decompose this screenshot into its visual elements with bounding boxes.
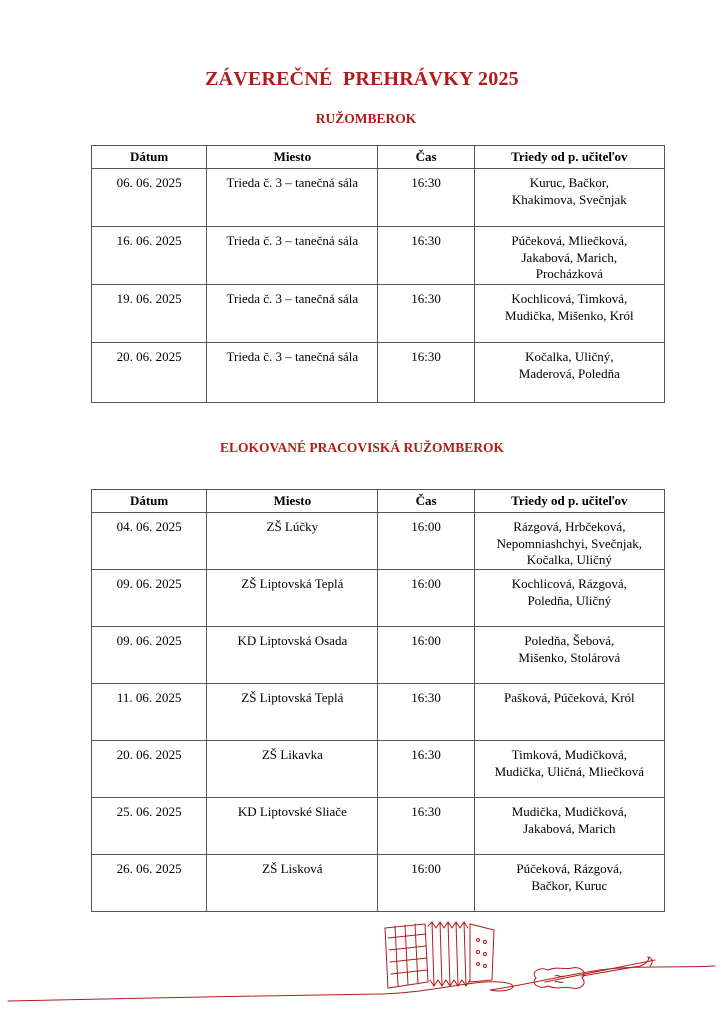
cell-date: 06. 06. 2025 (92, 169, 207, 227)
teacher-line: Púčeková, Rázgová, (516, 861, 623, 876)
page-title: ZÁVEREČNÉ PREHRÁVKY 2025 (205, 68, 519, 90)
cell-teachers (474, 227, 664, 285)
cell-teachers (474, 570, 664, 627)
table-row (92, 570, 665, 627)
cell-date: 09. 06. 2025 (92, 570, 207, 627)
cell-teachers (474, 684, 664, 741)
teacher-line: Kochlicová, Timková, (511, 291, 628, 306)
cell-time: 16:00 (378, 627, 474, 684)
cell-date: 26. 06. 2025 (92, 855, 207, 912)
cell-teachers (474, 798, 664, 855)
cell-time: 16:30 (378, 343, 474, 403)
cell-time: 16:30 (378, 798, 474, 855)
table-row (92, 285, 665, 343)
cell-date: 25. 06. 2025 (92, 798, 207, 855)
accordion-icon (385, 922, 494, 988)
music-decoration (0, 910, 724, 1024)
schedule-table-elokovane (91, 489, 665, 912)
cell-date: 19. 06. 2025 (92, 285, 207, 343)
teacher-line: Timková, Mudičková, (511, 747, 628, 762)
header-time: Čas (378, 490, 474, 513)
table-row (92, 627, 665, 684)
cell-place: ZŠ Likavka (207, 741, 378, 798)
cell-time: 16:00 (378, 513, 474, 570)
cell-teachers (474, 343, 664, 403)
header-teachers: Triedy od p. učiteľov (474, 146, 664, 169)
teacher-line: Jakabová, Marich (523, 820, 616, 836)
teacher-line: Poledňa, Šebová, (524, 633, 615, 648)
cell-teachers (474, 285, 664, 343)
section-title-elokovane: ELOKOVANÉ PRACOVISKÁ RUŽOMBEROK (219, 440, 505, 455)
cell-date: 04. 06. 2025 (92, 513, 207, 570)
teacher-line: Bačkor, Kuruc (531, 877, 608, 893)
header-date: Dátum (92, 146, 207, 169)
cell-teachers (474, 513, 664, 570)
teacher-line: Procházková (535, 266, 603, 281)
cell-place: Trieda č. 3 – tanečná sála (207, 285, 378, 343)
cell-place: Trieda č. 3 – tanečná sála (207, 227, 378, 285)
cell-date: 09. 06. 2025 (92, 627, 207, 684)
teacher-line: Kočalka, Uličný, (525, 349, 614, 364)
teacher-line: Kochlicová, Rázgová, (511, 576, 627, 591)
cell-date: 11. 06. 2025 (92, 684, 207, 741)
cell-date: 20. 06. 2025 (92, 741, 207, 798)
cell-time: 16:00 (378, 570, 474, 627)
teacher-line: Jakabová, Marich, (521, 249, 618, 265)
cell-time: 16:30 (378, 684, 474, 741)
teacher-line: Mudička, Mudičková, (511, 804, 627, 819)
header-place: Miesto (207, 490, 378, 513)
cell-place: Trieda č. 3 – tanečná sála (207, 343, 378, 403)
cell-teachers (474, 855, 664, 912)
cell-teachers (474, 627, 664, 684)
cell-time: 16:30 (378, 285, 474, 343)
cell-place: ZŠ Liptovská Teplá (207, 684, 378, 741)
header-time: Čas (378, 146, 474, 169)
cell-place: KD Liptovské Sliače (207, 798, 378, 855)
cell-time: 16:30 (378, 741, 474, 798)
teacher-line: Kočalka, Uličný (526, 552, 612, 567)
cell-time: 16:30 (378, 227, 474, 285)
teacher-line: Nepomniashchyi, Svečnjak, (496, 535, 643, 551)
teacher-line: Kuruc, Bačkor, (529, 175, 609, 190)
schedule-table-ruzomberok (91, 145, 665, 403)
table-row (92, 684, 665, 741)
table-header-row (92, 146, 665, 169)
table-row (92, 227, 665, 285)
table-row (92, 741, 665, 798)
cell-place: ZŠ Liptovská Teplá (207, 570, 378, 627)
teacher-line: Rázgová, Hrbčeková, (513, 519, 626, 534)
teacher-line: Mudička, Mišenko, Król (505, 307, 634, 323)
table-row (92, 513, 665, 570)
section-title-ruzomberok: RUŽOMBEROK (315, 111, 417, 126)
teacher-line: Púčeková, Mliečková, (511, 233, 628, 248)
cell-time: 16:30 (378, 169, 474, 227)
header-place: Miesto (207, 146, 378, 169)
cell-place: KD Liptovská Osada (207, 627, 378, 684)
header-teachers: Triedy od p. učiteľov (474, 490, 664, 513)
teacher-line: Maderová, Poledňa (518, 365, 620, 381)
header-date: Dátum (92, 490, 207, 513)
cell-place: ZŠ Lisková (207, 855, 378, 912)
table-row (92, 855, 665, 912)
table-row (92, 343, 665, 403)
violin-icon (534, 957, 655, 988)
cell-date: 20. 06. 2025 (92, 343, 207, 403)
teacher-line: Mudička, Uličná, Mliečková (494, 763, 645, 779)
table-row (92, 798, 665, 855)
cell-teachers (474, 741, 664, 798)
table-row (92, 169, 665, 227)
cell-teachers (474, 169, 664, 227)
teacher-line: Khakimova, Svečnjak (511, 191, 627, 207)
cell-place: Trieda č. 3 – tanečná sála (207, 169, 378, 227)
teacher-line: Mišenko, Stolárová (518, 649, 621, 665)
cell-time: 16:00 (378, 855, 474, 912)
teacher-line: Poledňa, Uličný (527, 592, 612, 608)
teacher-line: Pašková, Púčeková, Król (503, 690, 635, 705)
cell-place: ZŠ Lúčky (207, 513, 378, 570)
table-header-row (92, 490, 665, 513)
cell-date: 16. 06. 2025 (92, 227, 207, 285)
